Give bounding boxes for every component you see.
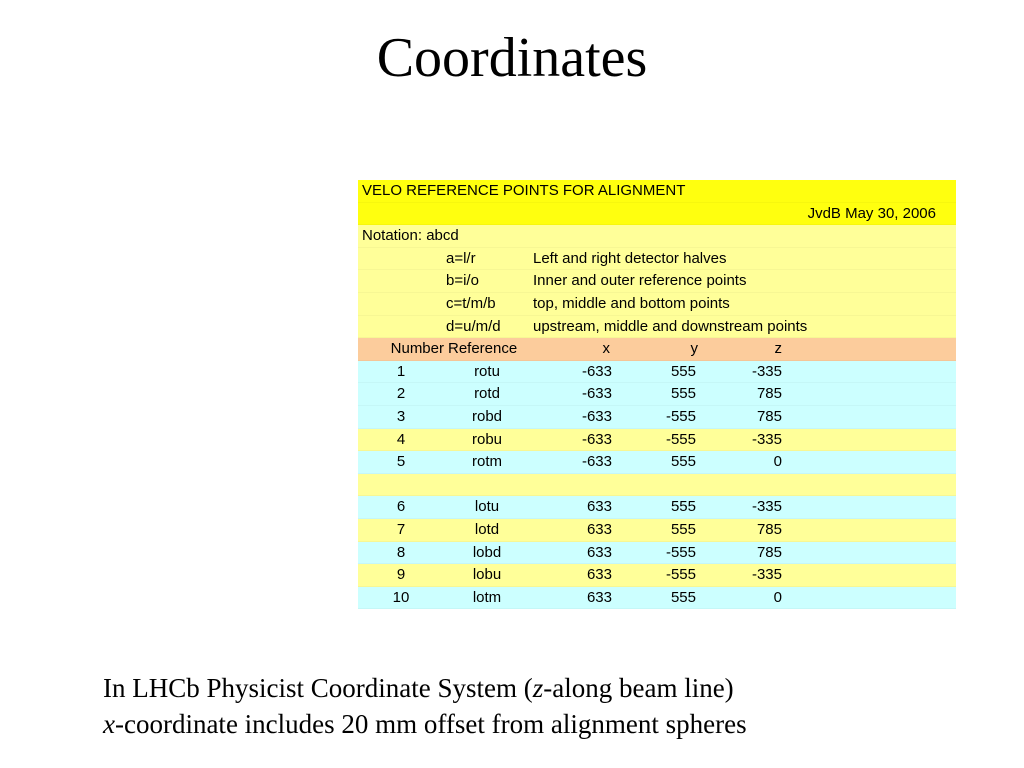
- cell-z: -335: [751, 498, 782, 516]
- cell-number: 3: [396, 407, 406, 425]
- cell-z: 785: [756, 385, 782, 403]
- cell-reference: lotd: [474, 520, 500, 538]
- cell-y: 555: [670, 588, 696, 606]
- column-header-reference: Reference: [448, 340, 518, 358]
- cell-x: -633: [581, 362, 612, 380]
- cell-x: -633: [581, 453, 612, 471]
- cell-reference: lobd: [472, 543, 502, 561]
- table-author-row: [358, 203, 956, 226]
- cell-number: 8: [396, 543, 406, 561]
- cell-number: 1: [396, 362, 406, 380]
- notation-key: d=u/m/d: [446, 317, 501, 335]
- cell-number: 5: [396, 453, 406, 471]
- table-title-row: [358, 180, 956, 203]
- cell-z: 0: [773, 588, 782, 606]
- column-header-y: y: [690, 340, 698, 358]
- caption-text: -along beam line): [543, 673, 734, 703]
- slide-title: Coordinates: [376, 27, 648, 89]
- caption-variable: x: [103, 709, 115, 739]
- table-row: [358, 519, 956, 542]
- table-row: [358, 451, 956, 474]
- author-date: JvdB May 30, 2006: [807, 204, 936, 222]
- notation-row: [358, 248, 956, 271]
- table-row: [358, 361, 956, 384]
- cell-x: 633: [586, 498, 612, 516]
- cell-y: -555: [665, 543, 696, 561]
- table-title: VELO REFERENCE POINTS FOR ALIGNMENT: [362, 182, 686, 199]
- cell-x: 633: [586, 566, 612, 584]
- table-row: [358, 429, 956, 452]
- cell-number: 7: [396, 520, 406, 538]
- notation-row: [358, 270, 956, 293]
- cell-z: -335: [751, 362, 782, 380]
- cell-x: 633: [586, 543, 612, 561]
- table-row: [358, 496, 956, 519]
- reference-points-table: [358, 180, 956, 609]
- cell-number: 4: [396, 430, 406, 448]
- cell-y: 555: [670, 362, 696, 380]
- cell-y: 555: [670, 385, 696, 403]
- column-header-x: x: [602, 340, 610, 358]
- cell-z: -335: [751, 566, 782, 584]
- cell-y: -555: [665, 407, 696, 425]
- cell-x: -633: [581, 385, 612, 403]
- notation-key: c=t/m/b: [446, 294, 496, 312]
- cell-reference: rotd: [474, 385, 500, 403]
- notation-row: [358, 293, 956, 316]
- table-row: [358, 564, 956, 587]
- cell-x: -633: [581, 430, 612, 448]
- cell-reference: robd: [471, 407, 503, 425]
- cell-x: 633: [586, 520, 612, 538]
- table-row: [358, 406, 956, 429]
- table-spacer-row: [358, 474, 956, 497]
- cell-number: 6: [396, 498, 406, 516]
- notation-desc: Left and right detector halves: [533, 249, 727, 267]
- table-row: [358, 542, 956, 565]
- notation-row: [358, 316, 956, 339]
- table-row: [358, 587, 956, 610]
- cell-reference: robu: [471, 430, 503, 448]
- cell-y: 555: [670, 453, 696, 471]
- notation-desc: Inner and outer reference points: [533, 272, 747, 290]
- column-header-number: Number: [390, 340, 444, 358]
- cell-number: 10: [392, 588, 410, 606]
- cell-x: 633: [586, 588, 612, 606]
- notation-desc: top, middle and bottom points: [533, 294, 730, 312]
- cell-z: 785: [756, 520, 782, 538]
- cell-z: -335: [751, 430, 782, 448]
- notation-desc: upstream, middle and downstream points: [533, 317, 808, 335]
- table-row: [358, 383, 956, 406]
- column-header-z: z: [774, 340, 782, 358]
- caption-line-2: [103, 706, 1003, 742]
- caption-line-1: [103, 670, 1003, 706]
- cell-reference: rotu: [474, 362, 500, 380]
- cell-reference: rotm: [472, 453, 502, 471]
- notation-key: b=i/o: [446, 272, 479, 290]
- cell-y: -555: [665, 566, 696, 584]
- caption-variable: z: [532, 673, 544, 703]
- notation-key: a=l/r: [446, 249, 476, 267]
- cell-reference: lotu: [474, 498, 500, 516]
- cell-y: 555: [670, 498, 696, 516]
- slide-caption: [103, 670, 1003, 742]
- cell-z: 0: [773, 453, 782, 471]
- notation-label-row: [358, 225, 956, 248]
- cell-z: 785: [756, 543, 782, 561]
- caption-text: -coordinate includes 20 mm offset from alignment spheres: [114, 709, 747, 739]
- caption-text: In LHCb Physicist Coordinate System (: [103, 673, 533, 703]
- cell-reference: lobu: [472, 566, 502, 584]
- cell-y: -555: [665, 430, 696, 448]
- cell-z: 785: [756, 407, 782, 425]
- column-header-row: [358, 338, 956, 361]
- cell-number: 9: [396, 566, 406, 584]
- cell-number: 2: [396, 385, 406, 403]
- cell-y: 555: [670, 520, 696, 538]
- cell-reference: lotm: [472, 588, 502, 606]
- cell-x: -633: [581, 407, 612, 425]
- notation-label: Notation: abcd: [362, 227, 459, 245]
